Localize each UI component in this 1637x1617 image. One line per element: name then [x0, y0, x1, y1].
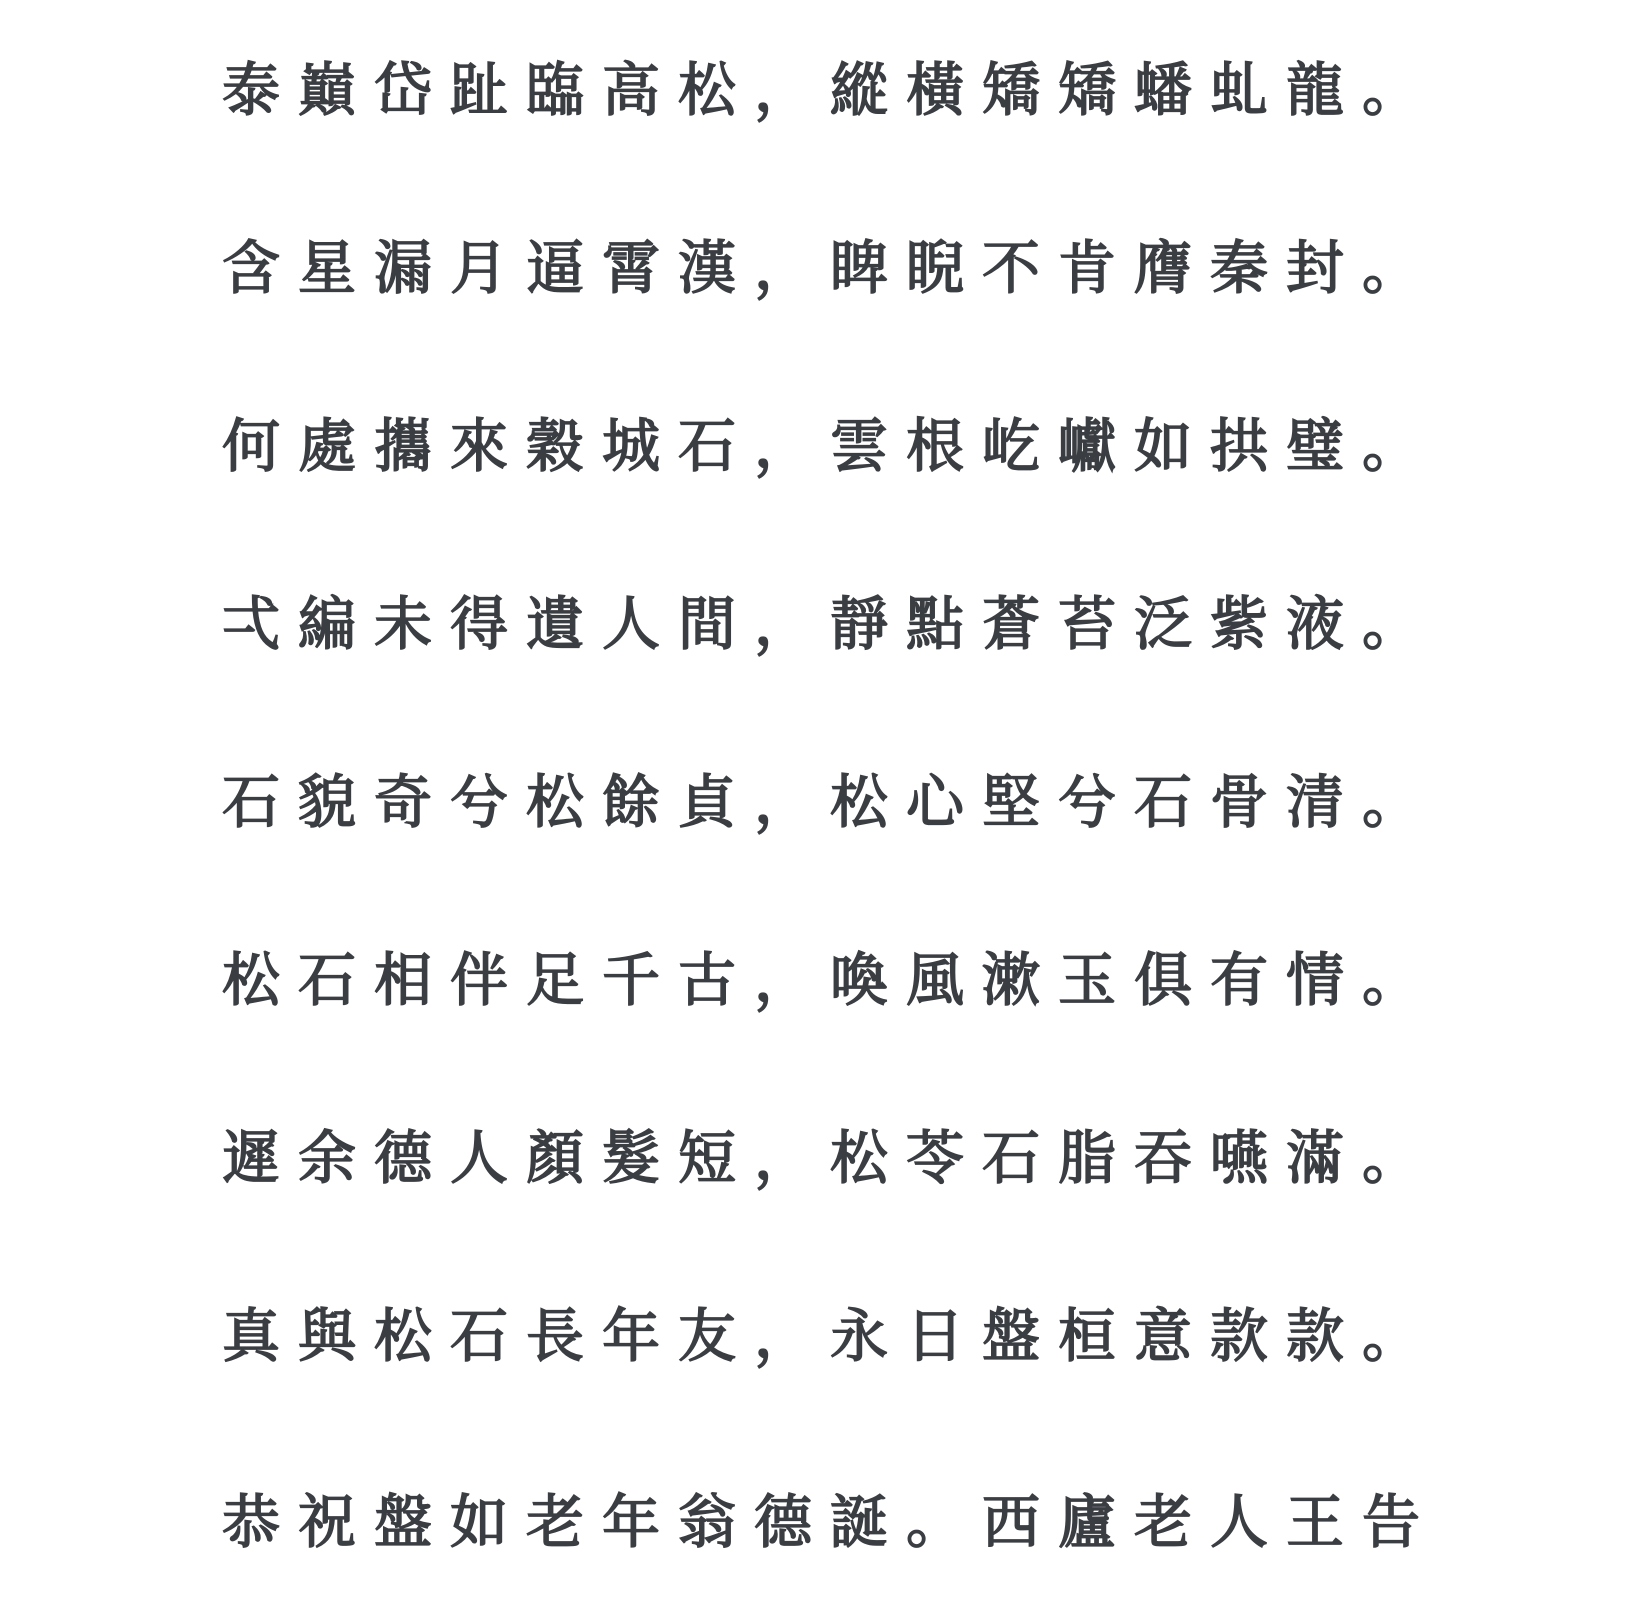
- colophon-text: 恭祝盤如老年翁德誕。西廬老人王告: [222, 1488, 1439, 1556]
- poem-line-text: 泰巔岱趾臨高松，縱橫矯矯蟠虬龍。: [222, 56, 1439, 124]
- poem-line: [222, 1118, 1522, 1296]
- poem-line: [222, 1296, 1522, 1474]
- poem-line: [222, 940, 1522, 1118]
- poem-line-text: 含星漏月逼霄漢，睥睨不肯膺秦封。: [222, 234, 1439, 302]
- poem-line-text: 松石相伴足千古，喚風漱玉俱有情。: [222, 946, 1439, 1014]
- poem-line-text: 何處攜來穀城石，雲根屹巘如拱璧。: [222, 412, 1439, 480]
- poem-line: [222, 406, 1522, 584]
- poem-line: [222, 762, 1522, 940]
- poem-line-text: 石貌奇兮松餘貞，松心堅兮石骨清。: [222, 768, 1439, 836]
- poem-line: [222, 50, 1522, 228]
- colophon: [222, 1482, 1438, 1562]
- poem-line-text: 弌編未得遺人間，靜點蒼苔泛紫液。: [222, 590, 1439, 658]
- poem-text-block: [222, 50, 1522, 1474]
- poem-line: [222, 584, 1522, 762]
- poem-line-text: 真與松石長年友，永日盤桓意款款。: [222, 1302, 1439, 1370]
- poem-line-text: 遲余德人顏髮短，松苓石脂吞嚥滿。: [222, 1124, 1439, 1192]
- poem-line: [222, 228, 1522, 406]
